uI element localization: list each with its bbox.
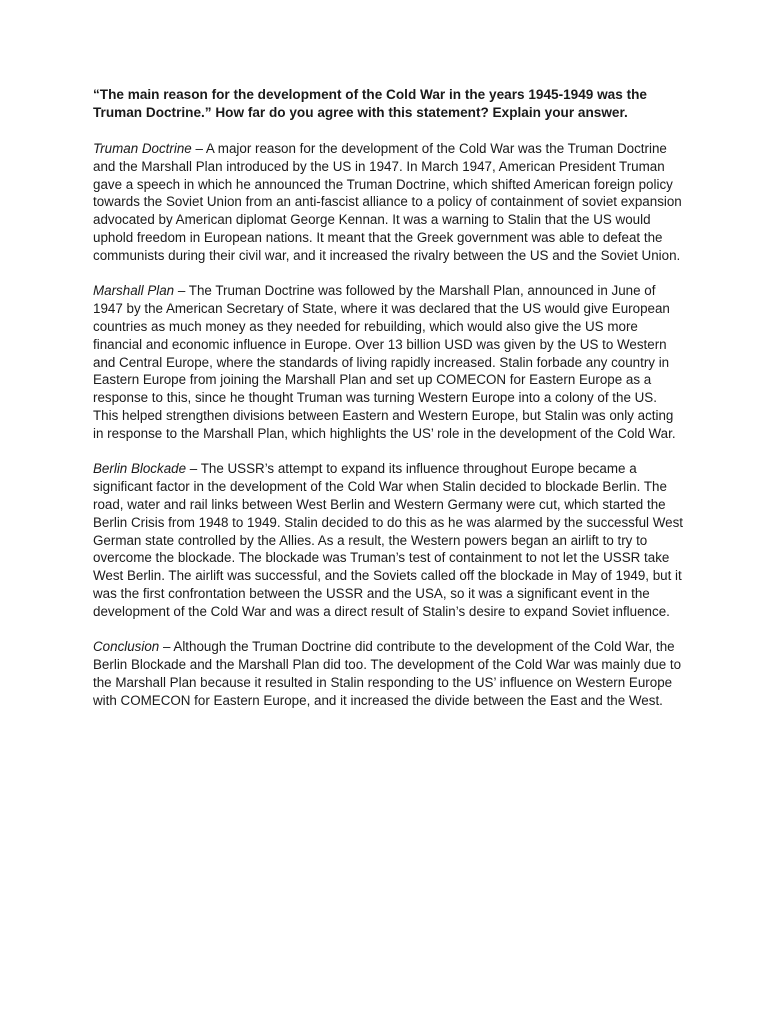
section-conclusion [93, 638, 683, 709]
section-body: – The Truman Doctrine was followed by the Marshall Plan, announced in June of 1947 by the American Secretary of State, where it was declared that the US would give European countries as much money as they needed for rebuilding, which would also give the US more financial and economic influence in Europe. Over 13 billion USD was given by the US to Western and Central Europe, where the standards of living rapidly increased. Stalin forbade any country in Eastern Europe from joining the Marshall Plan and set up COMECON for Eastern Europe as a response to this, since he thought Truman was turning Western Europe into a colony of the US. This helped strengthen divisions between Eastern and Western Europe, but Stalin was only acting in response to the Marshall Plan, which highlights the US’ role in the development of the Cold War. [93, 283, 676, 441]
section-heading: Berlin Blockade [93, 461, 187, 477]
section-body: – Although the Truman Doctrine did contribute to the development of the Cold War, the Berlin Blockade and the Marshall Plan did too. The development of the Cold War was mainly due to the Marshall Plan because it resulted in Stalin responding to the US’ influence on Western Europe with COMECON for Eastern Europe, and it increased the divide between the East and the West. [93, 639, 682, 708]
document-page [93, 86, 683, 727]
section-body: – A major reason for the development of the Cold War was the Truman Doctrine and the Marshall Plan introduced by the US in 1947. In March 1947, American President Truman gave a speech in which he announced the Truman Doctrine, which shifted American foreign policy towards the Soviet Union from an anti-fascist alliance to a policy of containment of soviet expansion advocated by American diplomat George Kennan. It was a warning to Stalin that the US would uphold freedom in European nations. It meant that the Greek government was able to defeat the communists during their civil war, and it increased the rivalry between the US and the Soviet Union. [93, 141, 682, 263]
section-heading: Conclusion [93, 639, 160, 655]
section-heading: Truman Doctrine [93, 141, 192, 156]
section-truman-doctrine [93, 140, 683, 265]
essay-question: “The main reason for the development of the Cold War in the years 1945-1949 was the Truman Doctrine.” How far do you agree with this statement? Explain your answer. [93, 87, 647, 120]
section-marshall-plan [93, 282, 683, 442]
section-heading: Marshall Plan [93, 283, 175, 299]
section-body: – The USSR’s attempt to expand its influence throughout Europe became a significant factor in the development of the Cold War when Stalin decided to blockade Berlin. The road, water and rail links between West Berlin and Western Germany were cut, which started the Berlin Crisis from 1948 to 1949. Stalin decided to do this as he was alarmed by the successful West German state controlled by the Allies. As a result, the Western powers began an airlift to try to overcome the blockade. The blockade was Truman’s test of containment to not let the USSR take West Berlin. The airlift was successful, and the Soviets called off the blockade in May of 1949, but it was the first confrontation between the USSR and the USA, so it was a significant event in the development of the Cold War and was a direct result of Stalin’s desire to expand Soviet influence. [93, 461, 683, 619]
section-berlin-blockade [93, 460, 683, 620]
